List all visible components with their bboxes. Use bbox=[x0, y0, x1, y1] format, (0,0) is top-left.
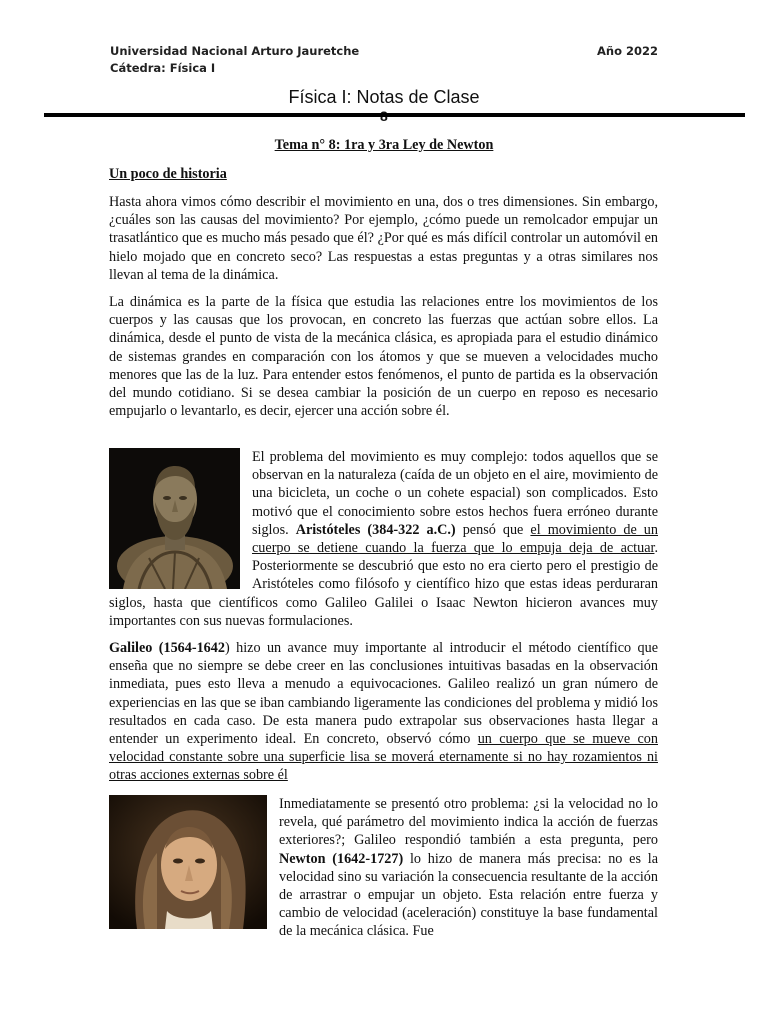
galileo-idea: un cuerpo que se mueve con velocidad constante sobre una superficie lisa se moverá eternamente si no hay rozamientos ni otras acciones externas sobre él bbox=[109, 731, 658, 784]
section-heading: Un poco de historia bbox=[109, 166, 227, 182]
title-rule bbox=[44, 113, 745, 117]
aristotle-name: Aristóteles (384-322 a.C.) bbox=[295, 521, 456, 538]
document-title: Física I: Notas de Clase bbox=[288, 87, 480, 107]
aristotle-bust-image bbox=[109, 448, 240, 589]
paragraph-aristotle: El problema del movimiento es muy complejo: todos aquellos que se observan en la naturaleza (caída de un objeto en el aire, movimiento de una bicicleta, un coche o un cohete espacial) son complicados. Esto motivó que el conocimiento sobre estos hechos fuera erróneo durante siglos. Aristóteles (384-322 a.C.) pensó que el movimiento de un cuerpo se detiene cuando la fuerza que lo empuja deja de actuar. Posteriormente se descubrió que esto no era cierto pero el prestigio de Aristóteles como filósofo y científico hizo que estas ideas perduraran siglos, hasta que científicos como Galileo Galilei o Isaac Newton hicieron avances muy importantes con sus nuevas formulaciones. bbox=[109, 449, 658, 629]
newton-name: Newton (1642-1727) bbox=[279, 850, 404, 867]
galileo-name: Galileo (1564-1642 bbox=[109, 640, 225, 656]
paragraph-dynamics: La dinámica es la parte de la física que estudia las relaciones entre los movimientos de los cuerpos y las causas que los provocan, en concreto las fuerzas que actúan sobre ellos. La dinámica, desde el punto de vista de la mecánica clásica, es apropiada para el estudio dinámico de sistemas grandes en comparación con los átomos y que se mueven a velocidades mucho menores que las de la luz. Para entender estos fenómenos, el punto de partida es la observación del mundo cotidiano. Si se desea cambiar la posición de un cuerpo en reposo es necesario empujarlo o levantarlo, es decir, ejercer una acción sobre él. bbox=[109, 294, 658, 420]
aristotle-idea: el movimiento de un cuerpo se detiene cuando la fuerza que lo empuja deja de actuar bbox=[252, 521, 658, 557]
paragraph-intro: Hasta ahora vimos cómo describir el movimiento en una, dos o tres dimensiones. Sin embargo, ¿cuáles son las causas del movimiento? Por ejemplo, ¿cómo puede un remolcador empujar un trasatlántico que es mucho más pesado que él? ¿Por qué es más difícil controlar un automóvil en hielo mojado que en concreto seco? Las respuestas a estas preguntas y a otras similares nos llevan al tema de la dinámica. bbox=[109, 194, 658, 283]
header-university: Universidad Nacional Arturo Jauretche bbox=[110, 44, 360, 58]
paragraph-galileo: Galileo (1564-1642) hizo un avance muy importante al introducir el método científico que enseña que no siempre se debe creer en las conclusiones intuitivas basadas en la observación inmediata, pues esto lleva a menudo a equivocaciones. Galileo realizó un gran número de experiencias en las que se iban cambiando ligeramente las condiciones del problema y midió los resultados en cada caso. De esta manera pudo extrapolar sus observaciones hasta llegar a entender un experimento ideal. En concreto, observó cómo un cuerpo que se mueve con velocidad constante sobre una superficie lisa se moverá eternamente si no hay rozamientos ni otras acciones externas sobre él bbox=[109, 640, 658, 784]
header-year: Año 2022 bbox=[597, 44, 658, 58]
header-chair: Cátedra: Física I bbox=[110, 61, 216, 75]
topic-heading: Tema n° 8: 1ra y 3ra Ley de Newton bbox=[274, 137, 494, 153]
newton-portrait-image bbox=[109, 795, 267, 929]
paragraph-newton: Inmediatamente se presentó otro problema: ¿si la velocidad no lo revela, qué parámetro del movimiento indica la acción de fuerzas exteriores?; Galileo respondió también a esta pregunta, pero Newton (1642-1727) lo hizo de manera más precisa: no es la velocidad sino su variación la consecuencia resultante de la acción de arrastrar o empujar un objeto. Esta relación entre fuerza y cambio de velocidad (aceleración) constituye la base fundamental de la mecánica clásica. Fue bbox=[109, 795, 658, 941]
